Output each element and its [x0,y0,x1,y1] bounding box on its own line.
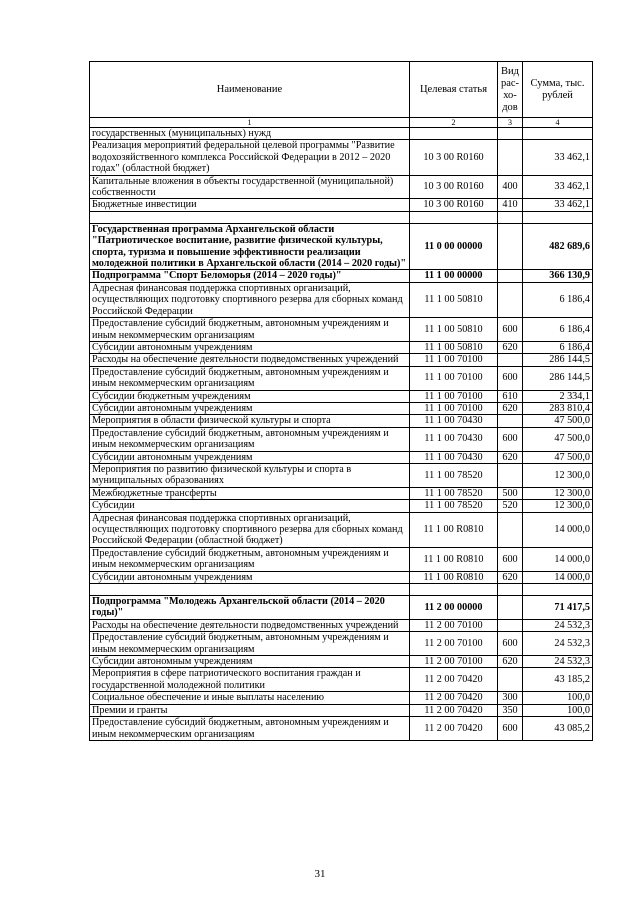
table-row [90,500,593,512]
row-target-article: 11 1 00 50810 [410,341,498,353]
row-amount: 2 334,1 [523,390,593,402]
row-name: Премии и гранты [90,704,410,716]
row-expense-type [498,584,523,596]
row-name: Предоставление субсидий бюджетным, автономным учреждениям и иным некоммерческим организациям [90,547,410,571]
row-amount: 24 532,3 [523,656,593,668]
row-target-article: 11 0 00 00000 [410,223,498,270]
row-target-article: 11 2 00 70100 [410,619,498,631]
row-name: Мероприятия по развитию физической культуры и спорта в муниципальных образованиях [90,463,410,487]
row-amount: 71 417,5 [523,596,593,620]
row-name: Социальное обеспечение и иные выплаты населению [90,692,410,704]
row-name: Предоставление субсидий бюджетным, автономным учреждениям и иным некоммерческим организациям [90,427,410,451]
row-amount: 14 000,0 [523,571,593,583]
row-amount: 6 186,4 [523,282,593,317]
row-target-article: 11 1 00 R0810 [410,547,498,571]
table-row [90,692,593,704]
page-number: 31 [314,868,326,880]
table-row [90,668,593,692]
row-name: Мероприятия в сфере патриотического воспитания граждан и государственной молодежной политики [90,668,410,692]
row-expense-type: 600 [498,318,523,342]
row-expense-type [498,596,523,620]
row-expense-type [498,223,523,270]
row-name: Адресная финансовая поддержка спортивных организаций, осуществляющих подготовку спортивного резерва для сборных команд Российской Федерации [90,282,410,317]
row-name: Расходы на обеспечение деятельности подведомственных учреждений [90,354,410,366]
table-row [90,619,593,631]
row-target-article: 11 1 00 70100 [410,354,498,366]
table-row [90,223,593,270]
row-amount: 43 185,2 [523,668,593,692]
row-name: Подпрограмма "Молодежь Архангельской области (2014 – 2020 годы)" [90,596,410,620]
header-expense-type: Вид рас- хо- дов [498,62,523,118]
header-row [90,62,593,118]
row-expense-type [498,512,523,547]
row-target-article: 10 3 00 R0160 [410,175,498,199]
row-name: Межбюджетные трансферты [90,487,410,499]
row-target-article: 11 2 00 70420 [410,704,498,716]
row-name: Субсидии бюджетным учреждениям [90,390,410,402]
row-target-article: 11 1 00 R0810 [410,571,498,583]
row-amount: 14 000,0 [523,547,593,571]
table-row [90,427,593,451]
table-row [90,415,593,427]
row-expense-type [498,415,523,427]
row-amount: 286 144,5 [523,354,593,366]
row-expense-type: 350 [498,704,523,716]
row-target-article: 11 1 00 78520 [410,500,498,512]
row-amount: 283 810,4 [523,402,593,414]
table-row [90,341,593,353]
row-expense-type [498,619,523,631]
table-row [90,451,593,463]
row-amount: 12 300,0 [523,500,593,512]
row-name: Адресная финансовая поддержка спортивных организаций, осуществляющих подготовку спортивного резерва для сборных команд Российской Федерации (областной бюджет) [90,512,410,547]
table-row [90,140,593,175]
table-row [90,571,593,583]
row-target-article: 11 2 00 70100 [410,632,498,656]
table-row [90,354,593,366]
row-amount: 12 300,0 [523,463,593,487]
row-expense-type: 400 [498,175,523,199]
row-name: Расходы на обеспечение деятельности подведомственных учреждений [90,619,410,631]
table-row [90,390,593,402]
row-expense-type [498,270,523,282]
row-target-article: 11 1 00 50810 [410,282,498,317]
row-target-article: 11 1 00 00000 [410,270,498,282]
row-expense-type [498,463,523,487]
row-expense-type [498,140,523,175]
row-target-article: 11 2 00 00000 [410,596,498,620]
budget-table [89,61,593,741]
row-name: Реализация мероприятий федеральной целевой программы "Развитие водохозяйственного комплекса Российской Федерации в 2012 – 2020 годах" (областной бюджет) [90,140,410,175]
table-row [90,512,593,547]
row-expense-type [498,668,523,692]
table-row [90,175,593,199]
row-expense-type: 600 [498,717,523,741]
row-expense-type: 600 [498,547,523,571]
row-target-article: 11 1 00 70430 [410,427,498,451]
row-name: Бюджетные инвестиции [90,199,410,211]
row-expense-type: 600 [498,427,523,451]
table-body [90,128,593,741]
row-target-article: 11 2 00 70100 [410,656,498,668]
row-amount [523,584,593,596]
table-row [90,704,593,716]
row-target-article: 11 1 00 70430 [410,415,498,427]
row-amount: 100,0 [523,704,593,716]
row-name: Субсидии автономным учреждениям [90,451,410,463]
row-target-article: 11 1 00 70100 [410,390,498,402]
row-amount: 12 300,0 [523,487,593,499]
row-amount: 47 500,0 [523,451,593,463]
row-expense-type [498,211,523,223]
row-expense-type: 620 [498,402,523,414]
row-name: Субсидии автономным учреждениям [90,656,410,668]
spacer-row [90,211,593,223]
row-expense-type [498,282,523,317]
row-name: государственных (муниципальных) нужд [90,128,410,140]
table-row [90,128,593,140]
row-target-article: 11 1 00 78520 [410,487,498,499]
row-name: Предоставление субсидий бюджетным, автономным учреждениям и иным некоммерческим организациям [90,717,410,741]
row-amount: 286 144,5 [523,366,593,390]
row-expense-type: 600 [498,632,523,656]
row-target-article: 11 1 00 50810 [410,318,498,342]
row-name: Мероприятия в области физической культуры и спорта [90,415,410,427]
row-amount: 33 462,1 [523,140,593,175]
row-target-article: 11 2 00 70420 [410,668,498,692]
row-amount: 366 130,9 [523,270,593,282]
table-row [90,282,593,317]
row-expense-type: 620 [498,451,523,463]
table-row [90,632,593,656]
table-header [90,62,593,128]
table-row [90,270,593,282]
table-row [90,463,593,487]
row-amount: 47 500,0 [523,415,593,427]
row-amount: 6 186,4 [523,318,593,342]
spacer-row [90,584,593,596]
row-amount: 33 462,1 [523,199,593,211]
row-name: Субсидии автономным учреждениям [90,571,410,583]
row-target-article: 11 1 00 78520 [410,463,498,487]
row-target-article [410,211,498,223]
row-name: Субсидии [90,500,410,512]
row-expense-type: 300 [498,692,523,704]
row-target-article: 10 3 00 R0160 [410,199,498,211]
row-name [90,584,410,596]
row-name: Субсидии автономным учреждениям [90,341,410,353]
row-expense-type: 600 [498,366,523,390]
header-target-article: Целевая статья [410,62,498,118]
row-expense-type: 620 [498,341,523,353]
row-amount: 47 500,0 [523,427,593,451]
header-name: Наименование [90,62,410,118]
row-expense-type: 620 [498,656,523,668]
row-target-article [410,584,498,596]
row-amount: 24 532,3 [523,619,593,631]
row-amount: 24 532,3 [523,632,593,656]
row-expense-type: 520 [498,500,523,512]
row-target-article: 11 2 00 70420 [410,717,498,741]
row-target-article: 11 2 00 70420 [410,692,498,704]
table-row [90,596,593,620]
row-name: Капитальные вложения в объекты государственной (муниципальной) собственности [90,175,410,199]
table-row [90,199,593,211]
row-expense-type: 610 [498,390,523,402]
row-amount [523,211,593,223]
row-amount [523,128,593,140]
column-number-row [90,118,593,128]
row-target-article: 10 3 00 R0160 [410,140,498,175]
table-row [90,402,593,414]
column-number: 4 [523,118,593,128]
row-amount: 43 085,2 [523,717,593,741]
column-number: 3 [498,118,523,128]
row-expense-type [498,354,523,366]
row-amount: 482 689,6 [523,223,593,270]
row-name: Предоставление субсидий бюджетным, автономным учреждениям и иным некоммерческим организациям [90,366,410,390]
row-name [90,211,410,223]
table-row [90,318,593,342]
table-row [90,366,593,390]
row-amount: 100,0 [523,692,593,704]
row-name: Субсидии автономным учреждениям [90,402,410,414]
row-target-article: 11 1 00 70100 [410,402,498,414]
column-number: 2 [410,118,498,128]
row-name: Предоставление субсидий бюджетным, автономным учреждениям и иным некоммерческим организациям [90,632,410,656]
row-target-article: 11 1 00 R0810 [410,512,498,547]
row-amount: 6 186,4 [523,341,593,353]
table-row [90,487,593,499]
row-target-article: 11 1 00 70100 [410,366,498,390]
row-name: Предоставление субсидий бюджетным, автономным учреждениям и иным некоммерческим организациям [90,318,410,342]
row-target-article: 11 1 00 70430 [410,451,498,463]
row-expense-type: 620 [498,571,523,583]
row-expense-type: 500 [498,487,523,499]
row-expense-type [498,128,523,140]
column-number: 1 [90,118,410,128]
row-amount: 33 462,1 [523,175,593,199]
table-row [90,717,593,741]
row-target-article [410,128,498,140]
table-row [90,656,593,668]
row-expense-type: 410 [498,199,523,211]
table-row [90,547,593,571]
header-amount: Сумма, тыс. рублей [523,62,593,118]
row-name: Подпрограмма "Спорт Беломорья (2014 – 2020 годы)" [90,270,410,282]
row-name: Государственная программа Архангельской области "Патриотическое воспитание, развитие физической культуры, спорта, туризма и повышение эффективности реализации молодежной политики в Архангельской области (2014 – 2020 годы)" [90,223,410,270]
row-amount: 14 000,0 [523,512,593,547]
